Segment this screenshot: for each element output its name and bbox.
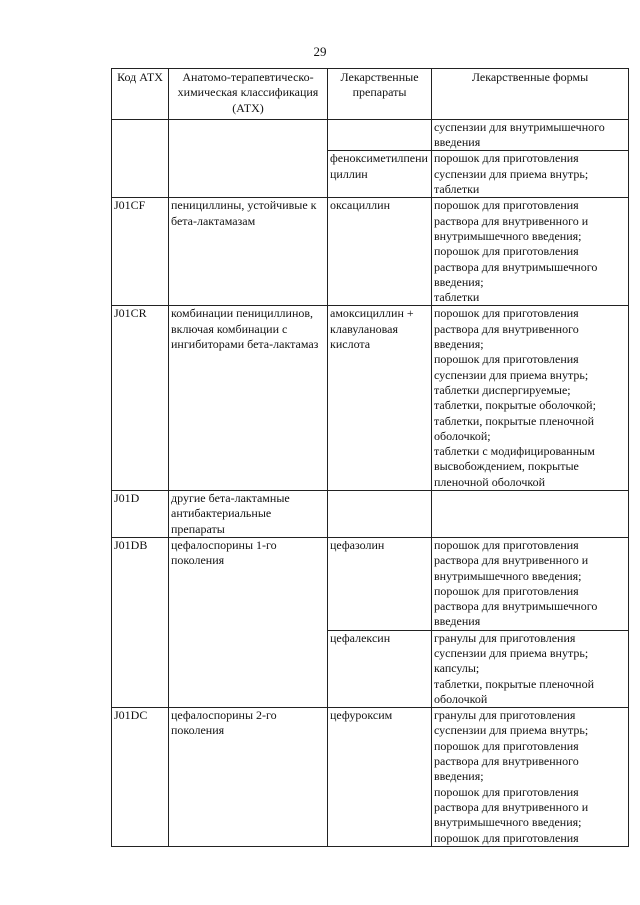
- drug-cell: [328, 491, 432, 538]
- form-item: гранулы для приготовления суспензии для приема внутрь;: [434, 708, 589, 738]
- drug-cell: цефуроксим: [328, 708, 432, 847]
- class-cell: пенициллины, устойчивые к бета-лактамазам: [169, 198, 328, 306]
- drug-cell: феноксиметилпенициллин: [328, 151, 432, 198]
- form-item: таблетки, покрытые пленочной оболочкой;: [434, 413, 595, 443]
- class-cell: [169, 119, 328, 197]
- form-item: гранулы для приготовления суспензии для приема внутрь;: [434, 630, 589, 660]
- class-cell: цефалоспорины 1-го поколения: [169, 537, 328, 707]
- table-row: [112, 306, 629, 491]
- header-code: Код АТХ: [112, 69, 169, 120]
- form-item: капсулы;: [434, 661, 480, 676]
- drug-cell: оксациллин: [328, 198, 432, 306]
- table-row: [112, 708, 629, 847]
- form-item: таблетки: [434, 290, 480, 305]
- forms-cell: [432, 708, 629, 847]
- page-number: 29: [313, 44, 327, 59]
- form-item: порошок для приготовления раствора для внутривенного и внутримышечного введения;: [434, 784, 589, 830]
- drug-cell: амоксициллин + клавулановая кислота: [328, 306, 432, 491]
- code-cell: J01CF: [112, 198, 169, 306]
- form-item: порошок для приготовления раствора для внутривенного введения;: [434, 306, 579, 352]
- form-item: порошок для приготовления суспензии для приема внутрь;: [434, 352, 589, 382]
- form-item: порошок для приготовления раствора для внутримышечного введения: [434, 583, 598, 629]
- forms-cell: [432, 491, 629, 538]
- header-classification: Анатомо-терапевтическо-химическая классификация (АТХ): [169, 69, 328, 120]
- form-item: таблетки, покрытые оболочкой;: [434, 398, 596, 413]
- drug-cell: цефазолин: [328, 537, 432, 630]
- form-item: таблетки: [434, 182, 480, 197]
- form-item: таблетки, покрытые пленочной оболочкой: [434, 676, 595, 706]
- form-item: таблетки с модифицированным высвобождением, покрытые пленочной оболочкой: [434, 444, 595, 489]
- form-item: порошок для приготовления раствора для внутримышечного введения;: [434, 244, 598, 289]
- code-cell: J01DC: [112, 708, 169, 847]
- atx-table: [111, 68, 629, 847]
- code-cell: J01CR: [112, 306, 169, 491]
- forms-cell: [432, 537, 629, 630]
- drug-cell: цефалексин: [328, 630, 432, 707]
- code-cell: J01DB: [112, 537, 169, 707]
- form-item: порошок для приготовления раствора для внутривенного и внутримышечного введения;: [434, 198, 589, 243]
- code-cell: [112, 119, 169, 197]
- table-row: [112, 198, 629, 306]
- form-item: порошок для приготовления суспензии для приема внутрь;: [434, 151, 589, 181]
- drug-cell: [328, 119, 432, 151]
- table-header-row: [112, 69, 629, 120]
- code-cell: J01D: [112, 491, 169, 538]
- class-cell: другие бета-лактамные антибактериальные препараты: [169, 491, 328, 538]
- table-row: [112, 491, 629, 538]
- form-item: таблетки диспергируемые;: [434, 382, 571, 397]
- header-forms: Лекарственные формы: [432, 69, 629, 120]
- table-row: [112, 119, 629, 151]
- header-drugs: Лекарственные препараты: [328, 69, 432, 120]
- class-cell: комбинации пенициллинов, включая комбинации с ингибиторами бета-лактамаз: [169, 306, 328, 491]
- forms-cell: [432, 630, 629, 707]
- form-item: суспензии для внутримышечного введения: [434, 119, 605, 150]
- forms-cell: [432, 306, 629, 491]
- class-cell: цефалоспорины 2-го поколения: [169, 708, 328, 847]
- form-item: порошок для приготовления раствора для внутривенного введения;: [434, 738, 579, 784]
- forms-cell: [432, 151, 629, 198]
- forms-cell: [432, 198, 629, 306]
- table-row: [112, 537, 629, 630]
- form-item: порошок для приготовления: [434, 830, 579, 845]
- forms-cell: [432, 119, 629, 151]
- form-item: порошок для приготовления раствора для внутривенного и внутримышечного введения;: [434, 537, 589, 583]
